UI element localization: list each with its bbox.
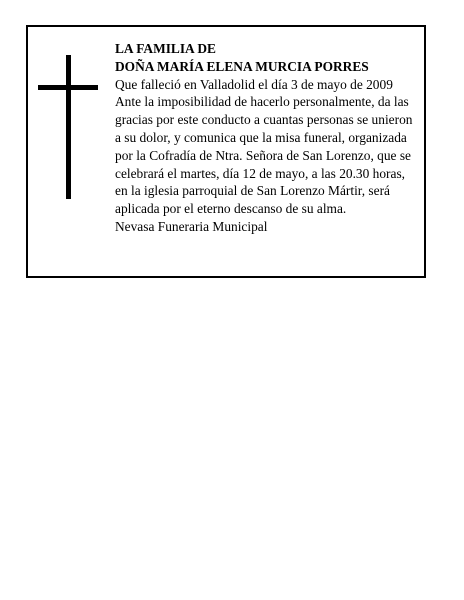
signature: Nevasa Funeraria Municipal xyxy=(115,218,268,234)
body-line: celebrará el martes, día 12 de mayo, a las 20.30 horas, xyxy=(115,165,406,181)
obituary-notice xyxy=(26,25,426,278)
heading-line-2: DOÑA MARÍA ELENA MURCIA PORRES xyxy=(115,58,369,74)
cross-vertical-bar xyxy=(66,55,71,199)
cross-horizontal-bar xyxy=(38,85,98,90)
body-line: por la Cofradía de Ntra. Señora de San Lorenzo, que se xyxy=(115,147,411,163)
body-line: en la iglesia parroquial de San Lorenzo Mártir, será xyxy=(115,183,390,199)
body-line: Que falleció en Valladolid el día 3 de mayo de 2009 xyxy=(115,76,393,92)
notice-text xyxy=(115,40,415,236)
body-line: a su dolor, y comunica que la misa funeral, organizada xyxy=(115,129,407,145)
body-line: aplicada por el eterno descanso de su alma. xyxy=(115,201,347,217)
body-line: Ante la imposibilidad de hacerlo personalmente, da las xyxy=(115,94,409,110)
body-line: gracias por este conducto a cuantas personas se unieron xyxy=(115,112,413,128)
heading-line-1: LA FAMILIA DE xyxy=(115,41,216,56)
